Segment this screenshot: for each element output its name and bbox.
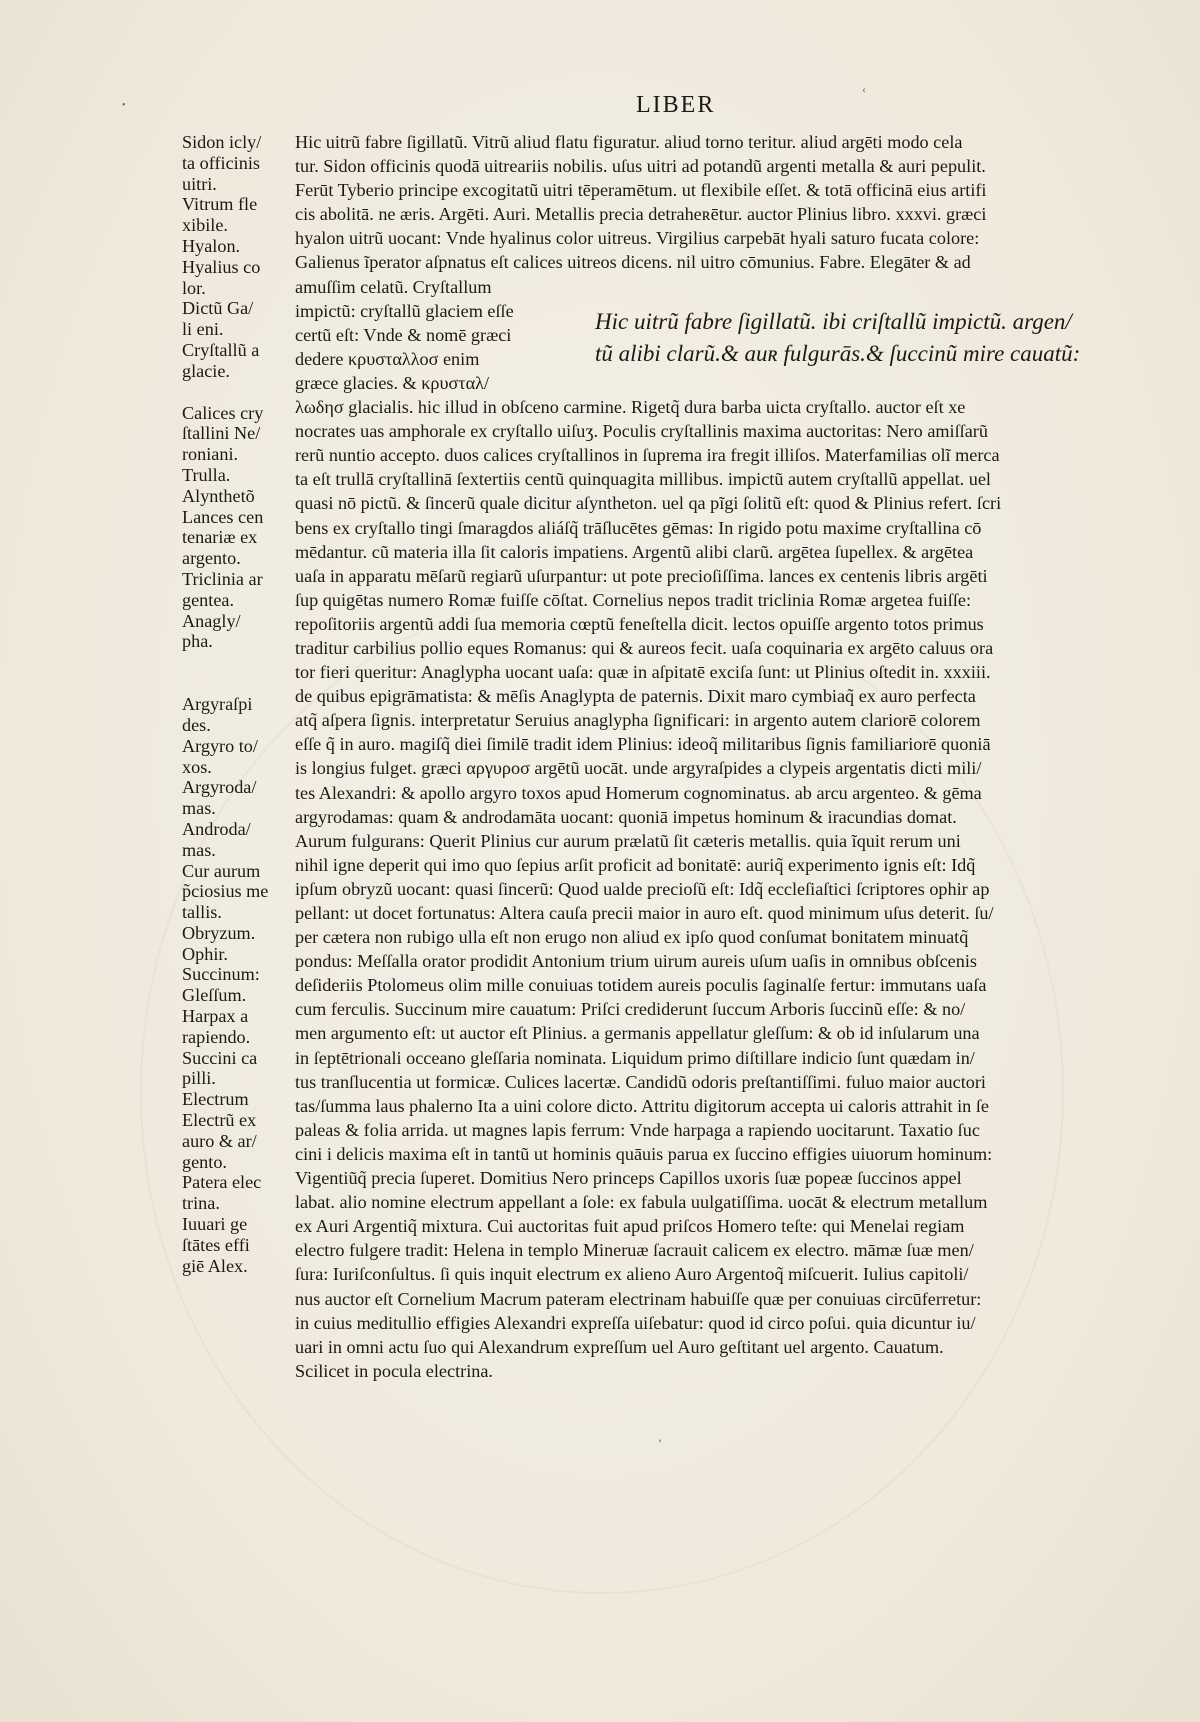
margin-note: giē Alex. — [182, 1255, 248, 1276]
text-line: Vigentiũq̃ precia ſuperet. Domitius Nero princeps Capillos uxoris ſuæ popeæ ſuccinos appel — [295, 1168, 962, 1189]
text-line: Ferūt Tyberio principe excogitatũ uitri tēperamētum. ut flexibile eſſet. & totā officinā eius artifi — [295, 180, 987, 201]
text-line: ex Auri Argentiq̃ mixtura. Cui auctoritas fuit apud priſcos Homero teſte: qui Menelai regiam — [295, 1216, 965, 1237]
text-line: Scilicet in pocula electrina. — [295, 1360, 493, 1381]
margin-note: uitri. — [182, 173, 217, 194]
margin-note: xos. — [182, 756, 212, 777]
text-line: quasi nō pictũ. & ſincerũ quale dicitur aſyntheton. uel qa pĩgi ſolitũ eſt: quod & Plinius refert. ſcri — [295, 493, 1002, 514]
text-line: ſup quigētas numero Romæ fuiſſe cōſtat. Cornelius nepos tradit triclinia Romæ argetea fuiſſe: — [295, 589, 972, 610]
text-line: is longius fulget. græci αργυροσ argētũ uocāt. unde argyraſpides a clypeis argentatis dicti mili/ — [295, 758, 982, 779]
stain-mark: ‹ — [862, 82, 866, 96]
margin-note: argento. — [182, 548, 241, 569]
margin-note: Argyraſpi — [182, 694, 253, 715]
margin-note: Gleſſum. — [182, 985, 247, 1006]
text-line: nocrates uas amphorale ex cryſtallo uiſuʒ. Poculis cryſtallinis maxima auctoritas: Nero amiſſarũ — [295, 421, 988, 442]
stain-mark: ’ — [658, 1436, 662, 1450]
inset-line: tũ alibi clarũ.& auʀ fulgurās.& ſuccinũ mire cauatũ: — [595, 341, 1081, 366]
text-line: pondus: Meſſalla orator prodidit Antonium trium uirum aureis uſum uaſis in omnibus obſcenis — [295, 951, 977, 972]
text-line: uari in omni actu ſuo qui Alexandrum expreſſum uel Auro geſtitant uel argento. Cauatum. — [295, 1336, 944, 1357]
margin-note: lor. — [182, 277, 206, 298]
text-line: mēdantur. cũ materia illa ſit caloris impatiens. Argentũ alibi clarũ. argētea ſupellex. & argētea — [295, 541, 974, 562]
margin-note: li eni. — [182, 319, 224, 340]
margin-note: Obryzum. — [182, 922, 256, 943]
margin-note: tenariæ ex — [182, 527, 258, 548]
margin-note: rapiendo. — [182, 1026, 251, 1047]
inset-summary — [595, 306, 1140, 370]
text-line: ipſum obryzũ uocant: quasi ſincerũ: Quod ualde precioſũ eſt: Idq̃ eccleſiaſtici ſcriptores ophir ap — [295, 878, 990, 899]
margin-note: Androda/ — [182, 818, 251, 839]
text-line: argyrodamas: quam & androdamāta uocant: quoniā impetus hominum & iracundias domat. — [295, 806, 957, 827]
text-line: atq̃ aſpera ſignis. interpretatur Seruius anaglypha ſignificari: in argento autem clariorē colorem — [295, 710, 981, 731]
text-line: nihil igne deperit qui imo quo ſepius arſit proficit ad bonitatē: auriq̃ experimento ignis eſt: Idq̃ — [295, 854, 976, 875]
text-line: Aurum fulgurans: Querit Plinius cur aurum prælatũ ſit cæteris metallis. quia ĩquit rerum uni — [295, 830, 961, 851]
margin-note: tallis. — [182, 902, 222, 923]
stain-mark: • — [122, 100, 126, 111]
text-line: bens ex cryſtallo tingi ſmaragdos aliáſq̃ trāſlucētes gēmas: In rigido potu maxime cryſtallina cō — [295, 517, 982, 538]
margin-note: gento. — [182, 1151, 227, 1172]
margin-note: Argyro to/ — [182, 735, 258, 756]
text-line: certũ eſt: Vnde & nomē græci — [295, 324, 512, 345]
text-line: men argumento eſt: ut auctor eſt Plinius. a germanis appellatur gleſſum: & ob id inſularum una — [295, 1023, 980, 1044]
text-line: rerũ nuntio accepto. duos calices cryſtallinos in ſuprema ira fregit illiſos. Materfamilias olĩ merca — [295, 445, 1000, 466]
text-line: græce glacies. & κρυσταλ/ — [295, 372, 490, 393]
text-line: amuſſim celatũ. Cryſtallum — [295, 276, 492, 297]
text-line: Galienus ĩperator aſpnatus eſt calices uitreos dicens. nil uitro cōmunius. Fabre. Elegāter & ad — [295, 252, 971, 273]
margin-note: xibile. — [182, 215, 228, 236]
margin-note: Iuuari ge — [182, 1214, 248, 1235]
running-title: LIBER — [636, 92, 716, 118]
text-line: ta eſt trullā cryſtallinā ſextertiis centũ quinquagita millibus. impictũ autem cryſtallũ appellat. uel — [295, 469, 991, 490]
text-line: tus tranſlucentia ut formicæ. Culices lacertæ. Candidũ odoris preſtantiſſimi. fuluo maior auctori — [295, 1071, 986, 1092]
margin-note: Lances cen — [182, 506, 264, 527]
margin-note: Calices cry — [182, 402, 264, 423]
margin-note: glacie. — [182, 360, 230, 381]
text-line: tas/ſumma laus phalerno Ita a uini colore dicto. Attritu digitorum accepta ui caloris attrahit in ſe — [295, 1095, 989, 1116]
margin-note: Harpax a — [182, 1006, 249, 1027]
margin-note: Succinum: — [182, 964, 260, 985]
text-line: electro fulgere tradit: Helena in templo Mineruæ ſacrauit calicem ex electro. māmæ ſuæ men/ — [295, 1240, 974, 1261]
text-line: nus auctor eſt Cornelium Macrum pateram electrinam habuiſſe quæ per conuiuas circūferretur: — [295, 1288, 982, 1309]
margin-note: Cur aurum — [182, 860, 261, 881]
margin-note: Dictũ Ga/ — [182, 298, 254, 319]
margin-note: des. — [182, 714, 211, 735]
margin-note: roniani. — [182, 444, 239, 465]
text-line: hyalon uitrũ uocant: Vnde hyalinus color uitreus. Virgilius carpebāt hyali saturo fucata colore: — [295, 228, 980, 249]
text-line: Hic uitrũ fabre ſigillatũ. Vitrũ aliud flatu figuratur. aliud torno teritur. aliud argēti modo cela — [295, 132, 963, 152]
margin-note: ſtātes effi — [182, 1234, 250, 1255]
text-line: traditur carbilius pollio eques Romanus: qui & aureos fecit. uaſa coquinaria ex argēto caluus ora — [295, 637, 994, 658]
text-line: cis abolitā. ne æris. Argēti. Auri. Metallis precia detraheʀētur. auctor Plinius libro. xxxvi. græci — [295, 204, 987, 225]
text-line: tes Alexandri: & apollo argyro toxos apud Homerum cognominatus. ab arcu argenteo. & gēma — [295, 782, 982, 803]
margin-note: Cryſtallũ a — [182, 339, 260, 360]
margin-note: Ophir. — [182, 943, 228, 964]
text-line: cum ferculis. Succinum mire cauatum: Priſci crediderunt ſuccum Arboris ſuccinũ eſſe: & no/ — [295, 999, 966, 1020]
margin-note: mas. — [182, 839, 216, 860]
text-line: in cuius meditullio effigies Alexandri expreſſa uiſebatur: quod id circo poſui. quia dicuntur iu/ — [295, 1312, 976, 1333]
margin-note: Argyroda/ — [182, 777, 257, 798]
text-line: dedere κρυσταλλοσ enim — [295, 348, 480, 369]
text-line: uaſa in apparatu mēſarũ regiarũ uſurpantur: ut pote precioſiſſima. lances ex centenis libris argēti — [295, 565, 988, 586]
text-line: per cætera non rubigo ulla eſt non erugo non aliud ex ipſo quod conſumat bonitatem minuatq̃ — [295, 927, 969, 948]
text-line: in ſeptētrionali occeano gleſſaria nominata. Liquidum primo diſtillare indicio ſunt quædam in/ — [295, 1047, 975, 1068]
margin-note: ta officinis — [182, 152, 260, 173]
text-line: paleas & folia arrida. ut magnes lapis ferrum: Vnde harpaga a rapiendo uocitarunt. Taxatio ſuc — [295, 1119, 980, 1140]
text-line: eſſe q̃ in auro. magiſq̃ diei ſimilē tradit idem Plinius: ideoq̃ militaribus ſignis familiariorē quoniā — [295, 734, 991, 755]
margin-note: mas. — [182, 798, 216, 819]
margin-note: p̃ciosius me — [182, 881, 269, 902]
margin-note: gentea. — [182, 589, 235, 610]
margin-note: pha. — [182, 631, 213, 652]
margin-note: Alynthetõ — [182, 485, 255, 506]
margin-note: Anagly/ — [182, 610, 241, 631]
text-line: impictũ: cryſtallũ glaciem eſſe — [295, 300, 514, 321]
inset-line: Hic uitrũ fabre ſigillatũ. ibi criſtallũ impictũ. argen/ — [595, 309, 1072, 334]
text-line: labat. alio nomine electrum appellant a ſole: ex fabula uulgatiſſima. uocāt & electrum metallum — [295, 1192, 988, 1213]
text-line: deſideriis Ptolomeus olim mille conuiuas totidem aureis poculis ſaginalſe fertur: immutans uaſa — [295, 975, 987, 996]
text-line: cini i delicis maxima eſt in tantũ ut hominis quāuis parua ex ſuccino effigies uiuorum hominum: — [295, 1143, 993, 1164]
text-line: λωδησ glacialis. hic illud in obſceno carmine. Rigetq̃ dura barba uicta cryſtallo. auctor eſt xe — [295, 397, 966, 418]
margin-note: pilli. — [182, 1068, 216, 1089]
margin-note: Trulla. — [182, 464, 231, 485]
margin-note: Hyalon. — [182, 235, 241, 256]
margin-note: Triclinia ar — [182, 568, 263, 589]
margin-note: Hyalius co — [182, 256, 261, 277]
text-line: ſura: Iuriſconſultus. ſi quis inquit electrum ex alieno Auro Argentoq̃ miſcuerit. Iulius capitoli/ — [295, 1264, 969, 1285]
margin-notes — [182, 132, 288, 1276]
margin-note: Sidon icly/ — [182, 132, 262, 152]
margin-note: trina. — [182, 1193, 220, 1214]
text-line: tur. Sidon officinis quodā uitreariis nobilis. uſus uitri ad potandũ argenti metalla & auri pepulit. — [295, 156, 986, 177]
margin-note: Patera elec — [182, 1172, 262, 1193]
text-line: pellant: ut docet fortunatus: Altera cauſa precii maior in auro eſt. quod minimum uſus deterit. ſu/ — [295, 903, 994, 923]
text-line: repoſitoriis argentũ addi ſua memoria cœptũ feneſtella dicit. lectos opuiſſe argento totos primus — [295, 613, 984, 634]
margin-note: Succini ca — [182, 1047, 258, 1068]
margin-note: auro & ar/ — [182, 1130, 257, 1151]
margin-note: Electrũ ex — [182, 1110, 257, 1131]
margin-note: Vitrum fle — [182, 194, 258, 215]
margin-note: Electrum — [182, 1089, 249, 1110]
text-line: de quibus epigrāmatista: & mēſis Anaglypta de paternis. Dixit maro cymbiaq̃ ex auro perfecta — [295, 686, 976, 707]
text-line: tor fieri queritur: Anaglypha uocant uaſa: quæ in aſpitatē exciſa ſunt: ut Plinius oſtedit in. xxxiii. — [295, 662, 991, 683]
margin-note: ſtallini Ne/ — [182, 423, 261, 444]
